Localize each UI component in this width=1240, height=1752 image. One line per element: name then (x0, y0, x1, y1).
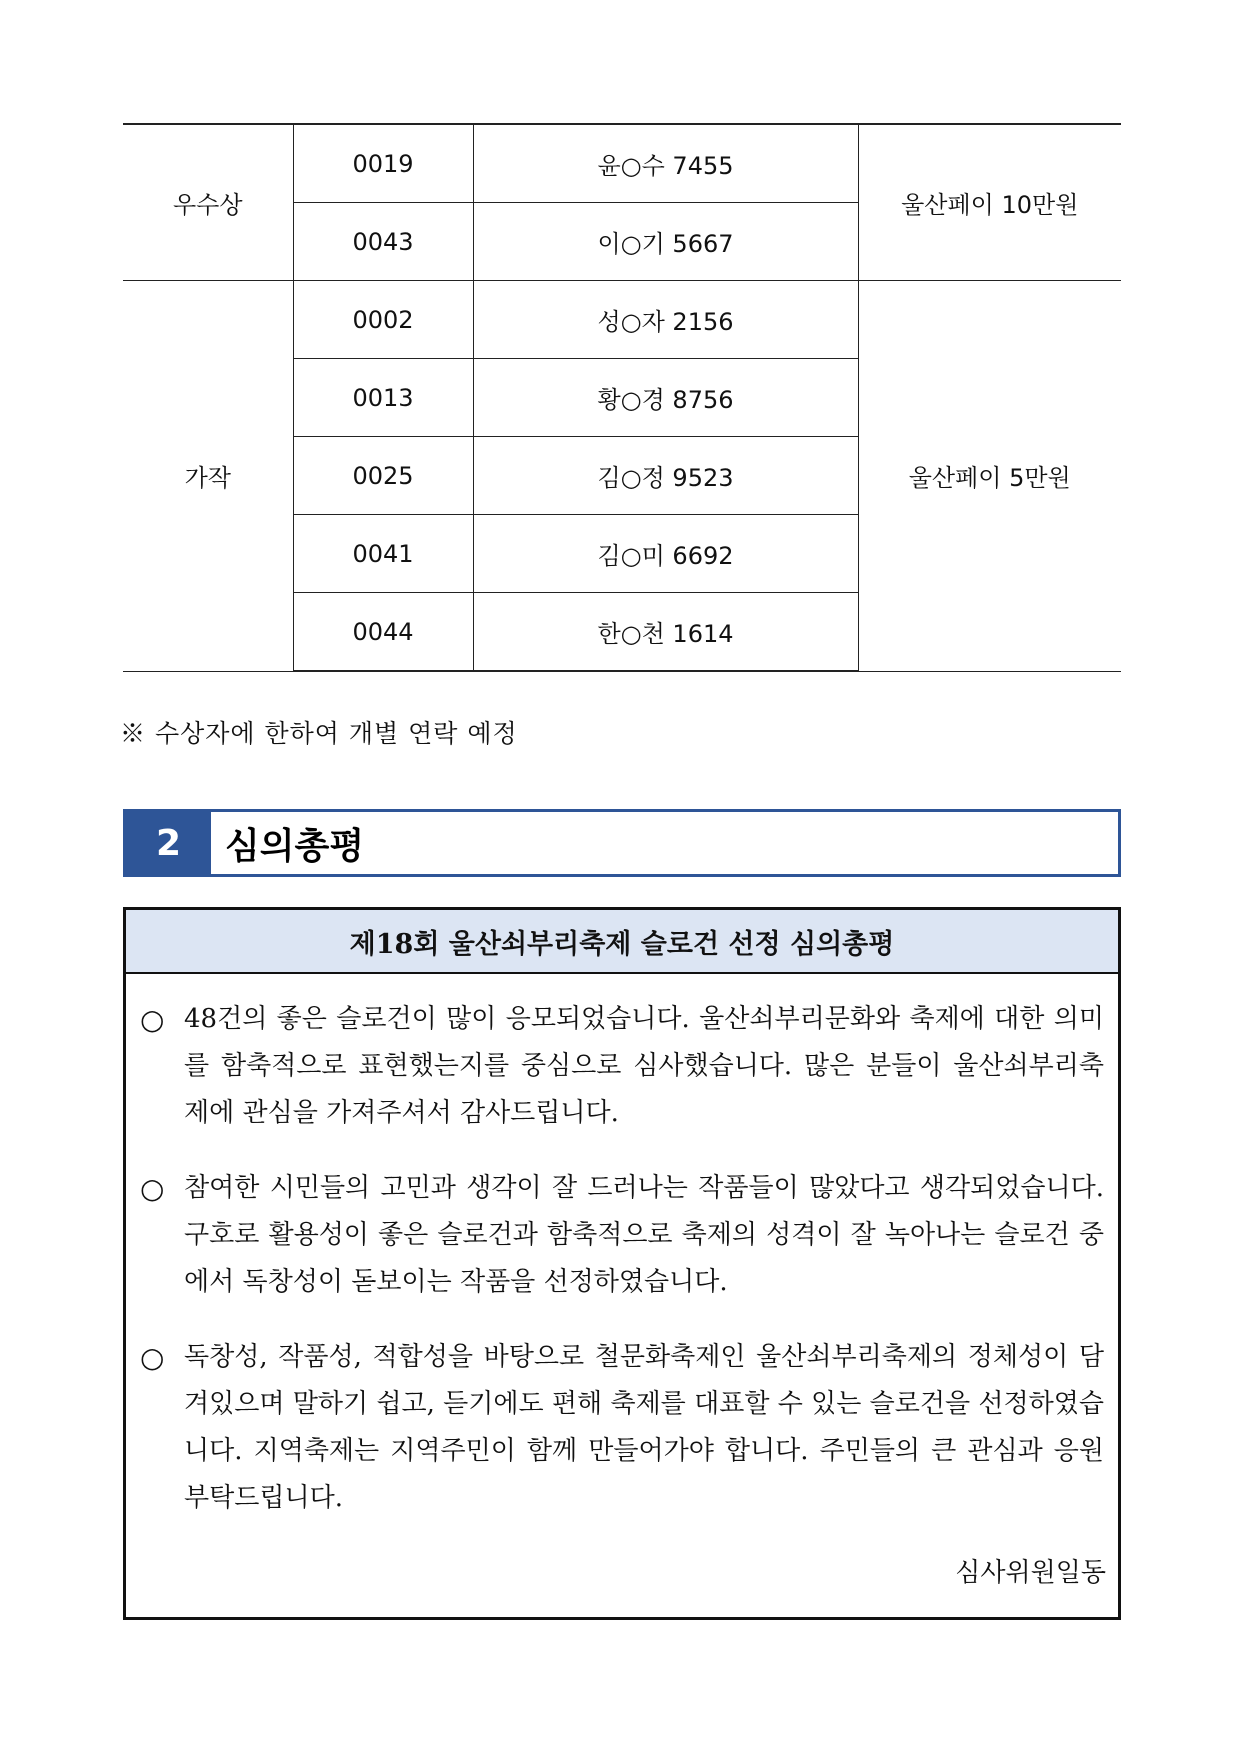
review-paragraph: 참여한 시민들의 고민과 생각이 잘 드러나는 작품들이 많았다고 생각되었습니다. 구호로 활용성이 좋은 슬로건과 함축적으로 축제의 성격이 잘 녹아나는 슬로건 중에서 독창성이 돋보이는 작품을 선정하였습니다. (184, 1173, 1104, 1297)
prize-cell: 울산페이 5만원 (858, 281, 1121, 672)
winner-cell: 성○자 2156 (473, 281, 858, 359)
awards-table (123, 123, 1121, 672)
table-row (123, 281, 1121, 359)
entry-number-cell: 0002 (293, 281, 473, 359)
entry-number-cell: 0043 (293, 203, 473, 281)
list-item (140, 1165, 1104, 1306)
review-paragraphs (126, 974, 1118, 1522)
entry-number-cell: 0041 (293, 515, 473, 593)
section-header (123, 809, 1121, 877)
circle-bullet-icon: ○ (140, 1341, 165, 1374)
winner-cell: 이○기 5667 (473, 203, 858, 281)
prize-cell: 울산페이 10만원 (858, 124, 1121, 281)
entry-number-cell: 0019 (293, 124, 473, 203)
list-item (140, 996, 1104, 1137)
review-box (123, 907, 1121, 1620)
winner-cell: 김○정 9523 (473, 437, 858, 515)
contact-note: ※ 수상자에 한하여 개별 연락 예정 (120, 719, 518, 748)
table-row (123, 124, 1121, 203)
winner-cell: 황○경 8756 (473, 359, 858, 437)
entry-number-cell: 0025 (293, 437, 473, 515)
entry-number-cell: 0013 (293, 359, 473, 437)
category-cell: 우수상 (123, 124, 293, 281)
circle-bullet-icon: ○ (140, 1172, 165, 1205)
section-number: 2 (126, 812, 211, 874)
review-signature: 심사위원일동 (955, 1558, 1106, 1588)
circle-bullet-icon: ○ (140, 1003, 165, 1036)
review-paragraph: 독창성, 작품성, 적합성을 바탕으로 철문화축제인 울산쇠부리축제의 정체성이 담겨있으며 말하기 쉽고, 듣기에도 편해 축제를 대표할 수 있는 슬로건을 선정하였습니다. 지역축제는 지역주민이 함께 만들어가야 합니다. 주민들의 큰 관심과 응원 부탁드립니다. (184, 1342, 1104, 1513)
winner-cell: 윤○수 7455 (473, 124, 858, 203)
review-heading: 제18회 울산쇠부리축제 슬로건 선정 심의총평 (126, 910, 1118, 974)
winner-cell: 한○천 1614 (473, 593, 858, 672)
entry-number-cell: 0044 (293, 593, 473, 672)
section-title: 심의총평 (225, 825, 365, 867)
category-cell: 가작 (123, 281, 293, 672)
winner-cell: 김○미 6692 (473, 515, 858, 593)
review-paragraph: 48건의 좋은 슬로건이 많이 응모되었습니다. 울산쇠부리문화와 축제에 대한 의미를 함축적으로 표현했는지를 중심으로 심사했습니다. 많은 분들이 울산쇠부리축제에 관심을 가져주셔서 감사드립니다. (184, 1004, 1104, 1128)
list-item (140, 1334, 1104, 1522)
